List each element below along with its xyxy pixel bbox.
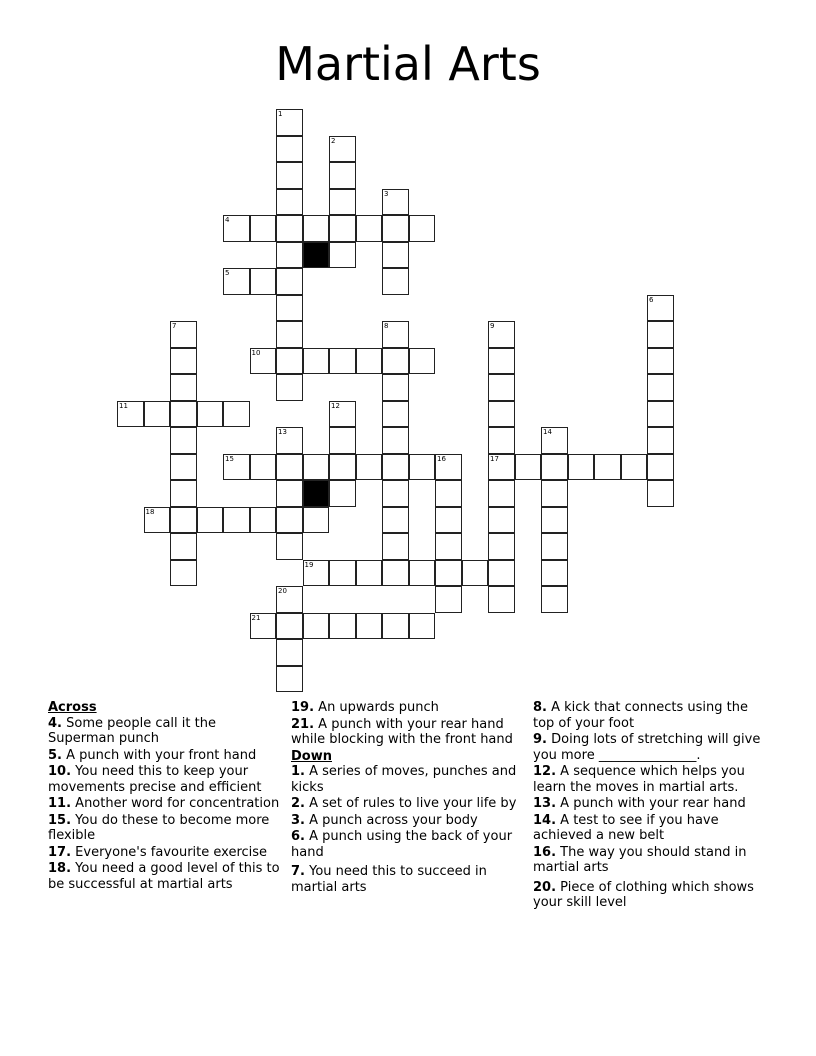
grid-cell[interactable] xyxy=(382,268,409,295)
grid-cell[interactable] xyxy=(621,454,648,481)
clue-number: 9 xyxy=(490,322,495,330)
grid-cell[interactable] xyxy=(488,374,515,401)
grid-cell[interactable] xyxy=(276,189,303,216)
grid-cell[interactable] xyxy=(647,454,674,481)
grid-cell[interactable] xyxy=(250,613,277,640)
grid-cell[interactable] xyxy=(541,427,568,454)
grid-cell[interactable] xyxy=(329,427,356,454)
grid-cell[interactable] xyxy=(170,454,197,481)
clue-number: 20 xyxy=(278,587,287,595)
clue-across-5: 5. A punch with your front hand xyxy=(48,747,257,763)
grid-cell[interactable] xyxy=(170,480,197,507)
grid-cell[interactable] xyxy=(488,454,515,481)
clue-down-20: 20. Piece of clothing which shows your skill level xyxy=(533,879,754,910)
clue-number: 13 xyxy=(278,428,287,436)
grid-cell[interactable] xyxy=(276,242,303,269)
grid-cell[interactable] xyxy=(382,613,409,640)
grid-cell[interactable] xyxy=(488,348,515,375)
clue-down-16: 16. The way you should stand in martial arts xyxy=(533,844,747,875)
grid-cell[interactable] xyxy=(382,321,409,348)
clue-across-19: 19. An upwards punch xyxy=(291,700,439,715)
clue-number: 21 xyxy=(251,613,261,622)
grid-cell[interactable] xyxy=(329,401,356,428)
grid-cell[interactable] xyxy=(382,480,409,507)
grid-cell[interactable] xyxy=(541,507,568,534)
grid-cell[interactable] xyxy=(170,401,197,428)
grid-cell[interactable] xyxy=(329,454,356,481)
clue-number: 16 xyxy=(437,454,446,463)
grid-cell[interactable] xyxy=(276,348,303,375)
grid-cell[interactable] xyxy=(276,162,303,189)
grid-cell[interactable] xyxy=(647,480,674,507)
grid-cell[interactable] xyxy=(276,268,303,295)
clue-column-2 xyxy=(291,700,523,896)
grid-cell[interactable] xyxy=(170,427,197,454)
grid-cell[interactable] xyxy=(276,480,303,507)
across-header: Across xyxy=(48,700,97,715)
grid-cell[interactable] xyxy=(382,215,409,242)
clue-number: 5 xyxy=(225,269,230,277)
clue-down-3: 3. A punch across your body xyxy=(291,812,478,828)
grid-cell[interactable] xyxy=(303,215,330,242)
grid-cell[interactable] xyxy=(382,533,409,560)
grid-cell[interactable] xyxy=(382,374,409,401)
grid-cell[interactable] xyxy=(382,560,409,587)
grid-cell[interactable] xyxy=(197,507,224,534)
grid-cell[interactable] xyxy=(276,109,303,136)
grid-cell[interactable] xyxy=(329,242,356,269)
clue-down-12: 12. A sequence which helps you learn the moves in martial arts. xyxy=(533,764,745,795)
grid-cell[interactable] xyxy=(356,454,383,481)
clue-number: 12 xyxy=(331,401,340,410)
down-header: Down xyxy=(291,748,332,764)
grid-cell[interactable] xyxy=(276,215,303,242)
grid-cell[interactable] xyxy=(303,454,330,481)
clue-down-1: 1. A series of moves, punches and kicks xyxy=(291,764,517,795)
clue-down-13: 13. A punch with your rear hand xyxy=(533,796,746,811)
grid-cell[interactable] xyxy=(117,401,144,428)
clue-number: 7 xyxy=(172,322,177,330)
grid-cell[interactable] xyxy=(409,560,436,587)
grid-cell[interactable] xyxy=(329,560,356,587)
grid-cell[interactable] xyxy=(515,454,542,481)
grid-cell[interactable] xyxy=(170,374,197,401)
grid-cell[interactable] xyxy=(250,454,277,481)
grid-cell[interactable] xyxy=(382,242,409,269)
grid-cell[interactable] xyxy=(276,507,303,534)
grid-cell[interactable] xyxy=(435,533,462,560)
grid-cell[interactable] xyxy=(409,348,436,375)
grid-cell[interactable] xyxy=(170,348,197,375)
grid-cell[interactable] xyxy=(356,613,383,640)
grid-cell[interactable] xyxy=(144,507,171,534)
clue-number: 18 xyxy=(145,507,155,516)
grid-cell[interactable] xyxy=(409,215,436,242)
clue-number: 19 xyxy=(304,560,314,569)
clue-across-4: 4. Some people call it the Superman punch xyxy=(48,715,216,746)
grid-cell[interactable] xyxy=(435,454,462,481)
grid-cell[interactable] xyxy=(541,533,568,560)
grid-cell[interactable] xyxy=(462,560,489,587)
grid-cell[interactable] xyxy=(329,162,356,189)
grid-cell[interactable] xyxy=(276,295,303,322)
grid-cell[interactable] xyxy=(647,321,674,348)
grid-cell[interactable] xyxy=(488,586,515,613)
grid-cell[interactable] xyxy=(647,295,674,322)
grid-cell[interactable] xyxy=(223,401,250,428)
grid-cell[interactable] xyxy=(382,454,409,481)
clue-number: 1 xyxy=(278,110,283,118)
grid-cell[interactable] xyxy=(356,560,383,587)
grid-cell[interactable] xyxy=(197,401,224,428)
grid-cell[interactable] xyxy=(488,507,515,534)
black-cell xyxy=(303,480,330,507)
clue-number: 10 xyxy=(251,348,261,357)
grid-cell[interactable] xyxy=(488,427,515,454)
clue-across-17: 17. Everyone's favourite exercise xyxy=(48,844,268,860)
grid-cell[interactable] xyxy=(303,560,330,587)
clue-down-8: 8. A kick that connects using the top of your foot xyxy=(533,700,748,731)
grid-cell[interactable] xyxy=(170,533,197,560)
black-cell xyxy=(303,242,330,269)
grid-cell[interactable] xyxy=(170,507,197,534)
grid-cell[interactable] xyxy=(568,454,595,481)
clue-number: 6 xyxy=(649,295,654,304)
clue-across-11: 11. Another word for concentration xyxy=(48,796,280,811)
grid-cell[interactable] xyxy=(276,427,303,454)
grid-cell[interactable] xyxy=(223,507,250,534)
grid-cell[interactable] xyxy=(647,401,674,428)
grid-cell[interactable] xyxy=(303,348,330,375)
grid-cell[interactable] xyxy=(435,586,462,613)
grid-cell[interactable] xyxy=(488,480,515,507)
grid-cell[interactable] xyxy=(250,348,277,375)
grid-cell[interactable] xyxy=(647,427,674,454)
grid-cell[interactable] xyxy=(223,215,250,242)
grid-cell[interactable] xyxy=(541,480,568,507)
clue-down-2: 2. A set of rules to live your life by xyxy=(291,796,517,811)
grid-cell[interactable] xyxy=(382,348,409,375)
grid-cell[interactable] xyxy=(223,454,250,481)
grid-cell[interactable] xyxy=(144,401,171,428)
grid-cell[interactable] xyxy=(303,613,330,640)
grid-cell[interactable] xyxy=(356,348,383,375)
clue-down-9: 9. Doing lots of stretching will give you more _______________. xyxy=(533,732,761,763)
grid-cell[interactable] xyxy=(276,613,303,640)
clue-number: 8 xyxy=(384,322,389,330)
grid-cell[interactable] xyxy=(488,560,515,587)
clue-across-15: 15. You do these to become more flexible xyxy=(48,812,270,843)
clue-across-10: 10. You need this to keep your movements precise and efficient xyxy=(48,764,262,795)
clue-down-7: 7. You need this to succeed in martial arts xyxy=(291,864,487,895)
grid-cell[interactable] xyxy=(382,401,409,428)
clue-column-1 xyxy=(48,700,280,893)
grid-cell[interactable] xyxy=(435,507,462,534)
clue-across-21: 21. A punch with your rear hand while blocking with the front hand xyxy=(291,716,513,747)
clue-across-18: 18. You need a good level of this to be successful at martial arts xyxy=(48,861,280,892)
grid-cell[interactable] xyxy=(250,268,277,295)
grid-cell[interactable] xyxy=(382,427,409,454)
grid-cell[interactable] xyxy=(329,136,356,163)
grid-cell[interactable] xyxy=(382,189,409,216)
grid-cell[interactable] xyxy=(541,586,568,613)
grid-cell[interactable] xyxy=(329,613,356,640)
grid-cell[interactable] xyxy=(276,586,303,613)
grid-cell[interactable] xyxy=(409,454,436,481)
grid-cell[interactable] xyxy=(541,560,568,587)
grid-cell[interactable] xyxy=(276,639,303,666)
clue-number: 15 xyxy=(225,454,234,463)
grid-cell[interactable] xyxy=(329,480,356,507)
clue-column-3 xyxy=(533,700,769,912)
grid-cell[interactable] xyxy=(435,480,462,507)
clue-number: 4 xyxy=(225,216,230,224)
grid-cell[interactable] xyxy=(303,507,330,534)
grid-cell[interactable] xyxy=(276,533,303,560)
clue-down-14: 14. A test to see if you have achieved a new belt xyxy=(533,812,719,843)
grid-cell[interactable] xyxy=(223,268,250,295)
grid-cell[interactable] xyxy=(329,189,356,216)
grid-cell[interactable] xyxy=(488,533,515,560)
grid-cell[interactable] xyxy=(647,348,674,375)
clue-number: 14 xyxy=(543,428,552,436)
grid-cell[interactable] xyxy=(170,560,197,587)
grid-cell[interactable] xyxy=(329,348,356,375)
grid-cell[interactable] xyxy=(541,454,568,481)
clue-number: 17 xyxy=(490,454,499,463)
grid-cell[interactable] xyxy=(276,374,303,401)
grid-cell[interactable] xyxy=(250,215,277,242)
grid-cell[interactable] xyxy=(409,613,436,640)
clue-number: 3 xyxy=(384,189,389,198)
grid-cell[interactable] xyxy=(356,215,383,242)
grid-cell[interactable] xyxy=(382,507,409,534)
clue-number: 11 xyxy=(119,401,128,410)
grid-cell[interactable] xyxy=(594,454,621,481)
grid-cell[interactable] xyxy=(276,136,303,163)
grid-cell[interactable] xyxy=(276,454,303,481)
grid-cell[interactable] xyxy=(647,374,674,401)
grid-cell[interactable] xyxy=(488,401,515,428)
grid-cell[interactable] xyxy=(170,321,197,348)
clue-number: 2 xyxy=(331,136,336,145)
grid-cell[interactable] xyxy=(250,507,277,534)
grid-cell[interactable] xyxy=(276,321,303,348)
grid-cell[interactable] xyxy=(488,321,515,348)
clue-down-6: 6. A punch using the back of your hand xyxy=(291,829,513,860)
grid-cell[interactable] xyxy=(276,666,303,693)
grid-cell[interactable] xyxy=(329,215,356,242)
puzzle-title: Martial Arts xyxy=(275,37,541,91)
grid-cell[interactable] xyxy=(435,560,462,587)
